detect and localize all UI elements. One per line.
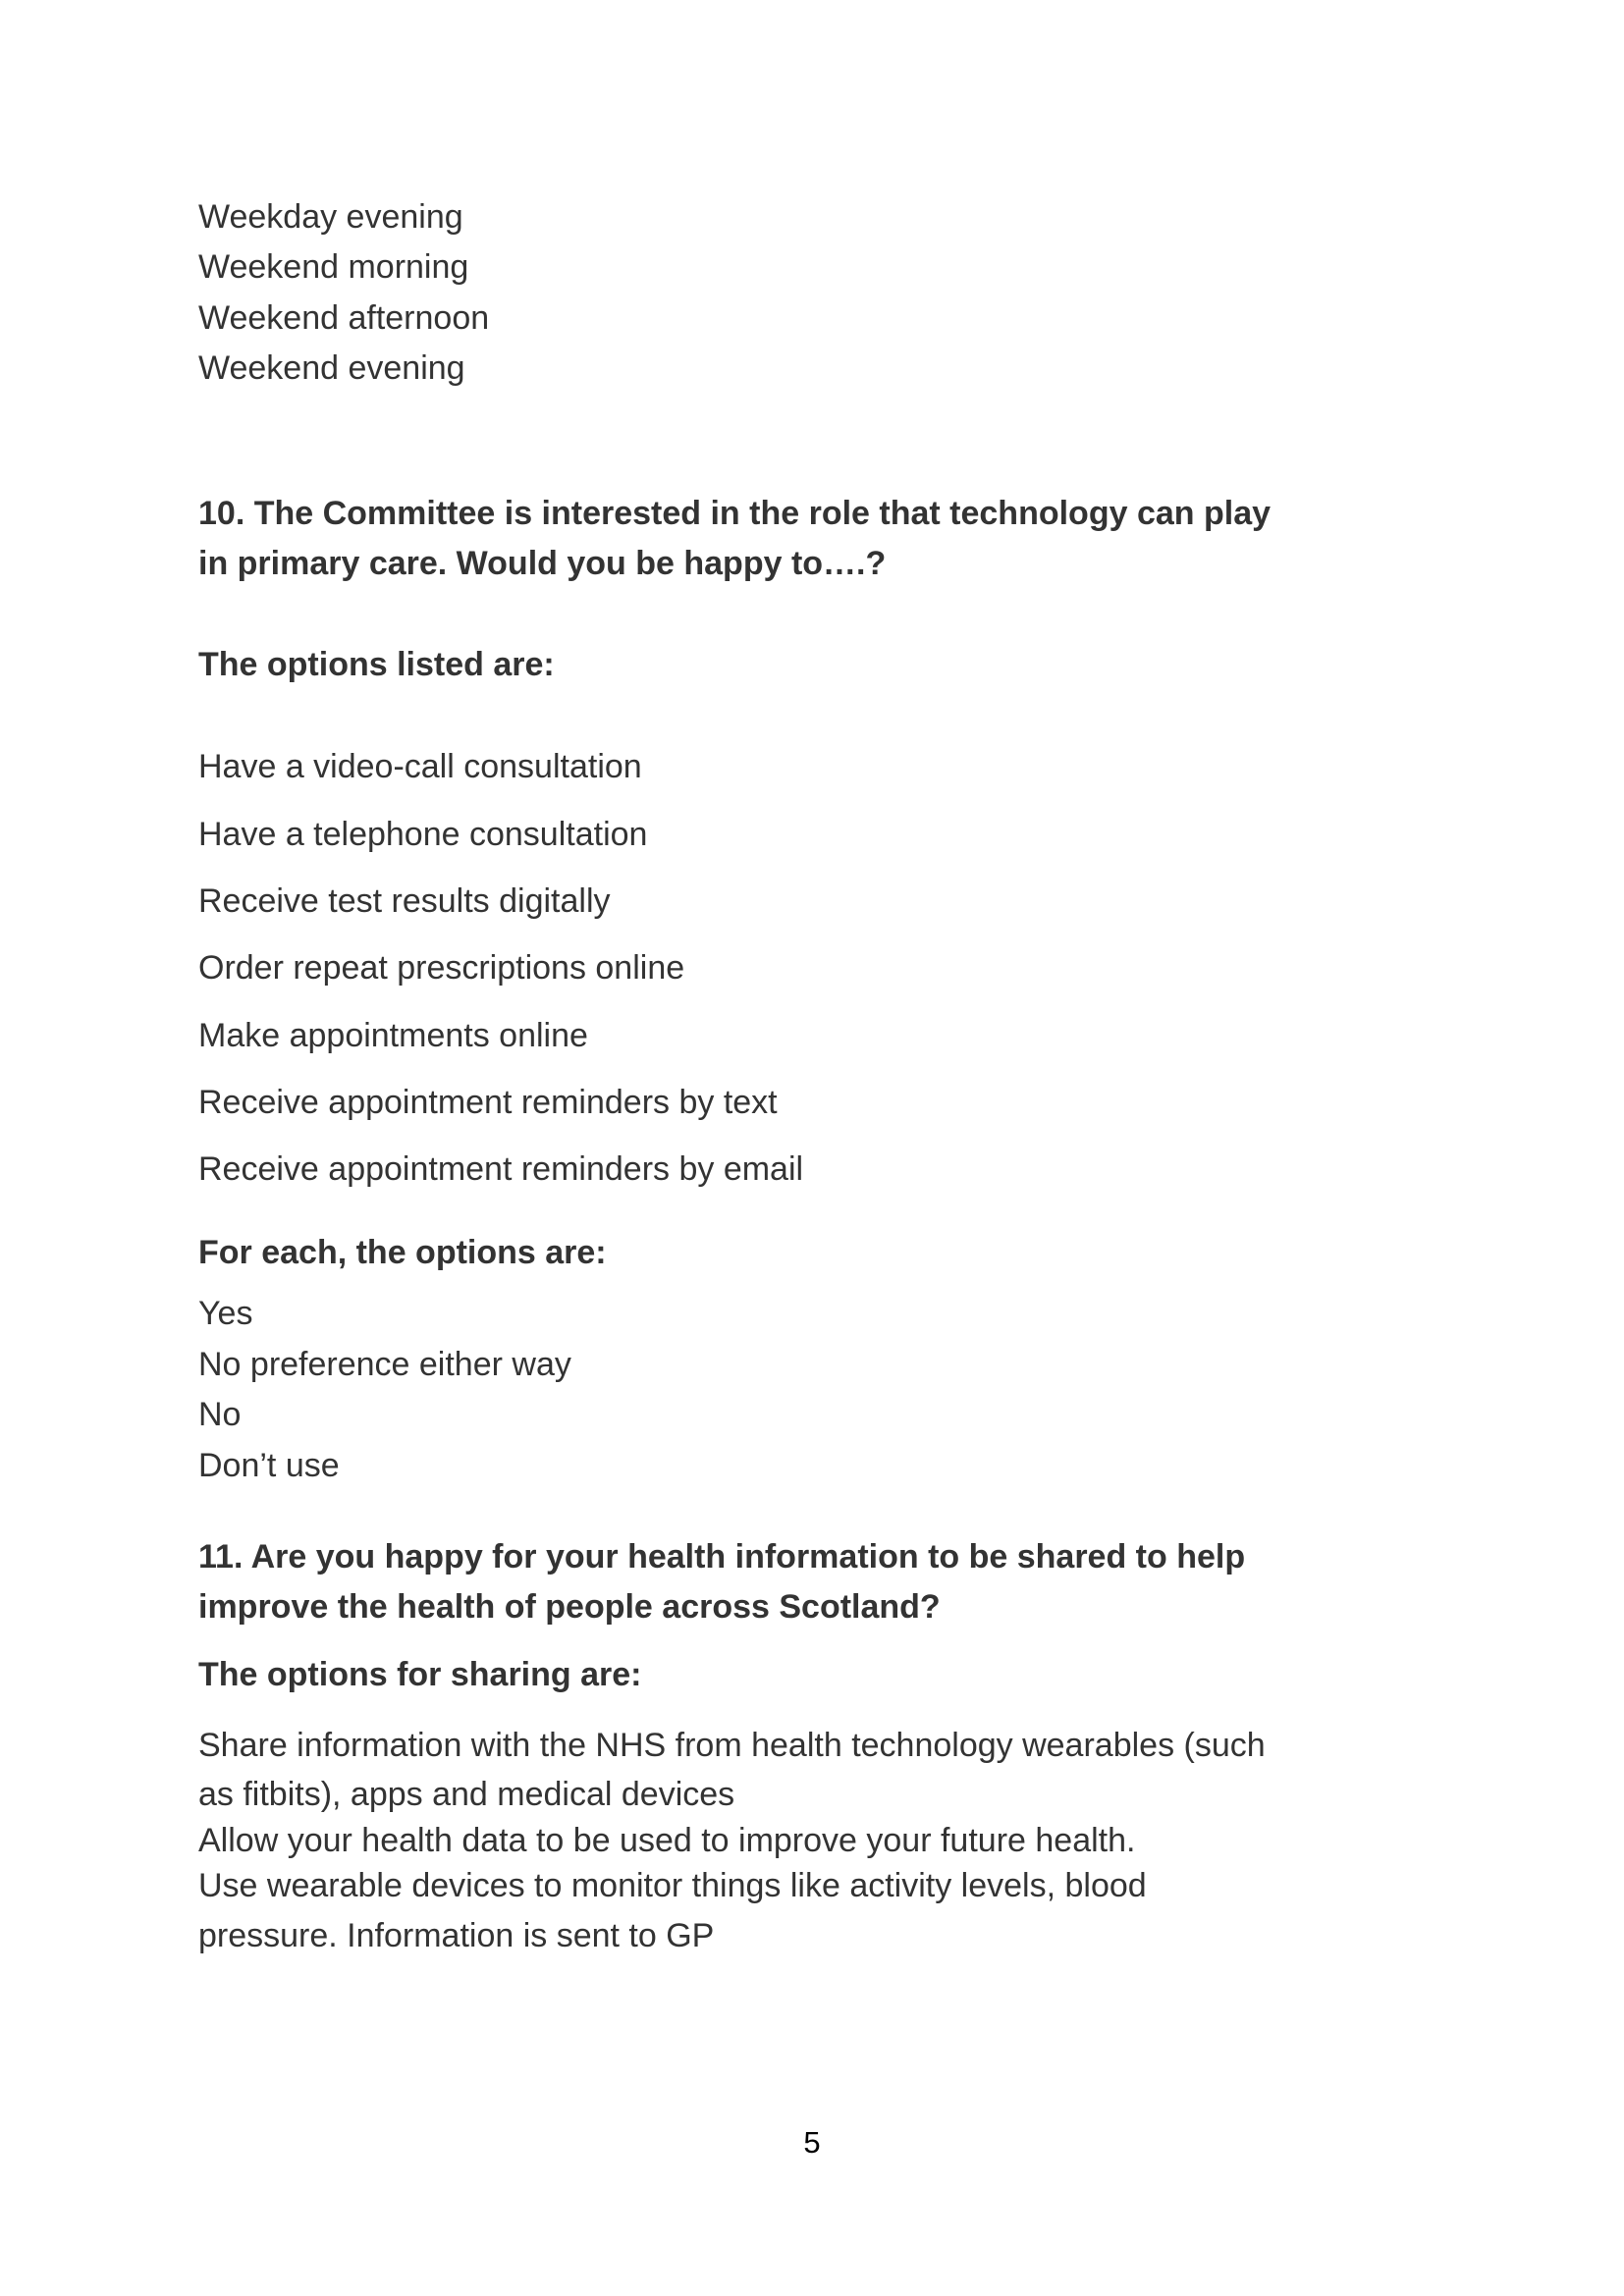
question-10-title-line: in primary care. Would you be happy to….? (198, 545, 887, 582)
question-11-title-line: 11. Are you happy for your health information to be shared to help (198, 1538, 1246, 1575)
listed-option: Receive appointment reminders by email (198, 1150, 804, 1188)
question-11-title-line: improve the health of people across Scotland? (198, 1588, 941, 1626)
response-option: Yes (198, 1295, 253, 1332)
each-options-heading: For each, the options are: (198, 1234, 607, 1271)
listed-option: Order repeat prescriptions online (198, 949, 685, 987)
availability-option: Weekday evening (198, 198, 463, 236)
question-10-title-line: 10. The Committee is interested in the role that technology can play (198, 495, 1272, 532)
sharing-option-line: Share information with the NHS from health technology wearables (such (198, 1727, 1266, 1764)
page-number: 5 (803, 2125, 821, 2160)
listed-option: Have a video-call consultation (198, 748, 642, 785)
listed-options-heading: The options listed are: (198, 646, 555, 683)
listed-option: Have a telephone consultation (198, 816, 648, 853)
sharing-option-line: Use wearable devices to monitor things like activity levels, blood (198, 1867, 1147, 1904)
response-option: No preference either way (198, 1346, 571, 1383)
listed-option: Receive test results digitally (198, 882, 611, 920)
sharing-options-heading: The options for sharing are: (198, 1656, 642, 1693)
listed-option: Receive appointment reminders by text (198, 1084, 778, 1121)
response-option: Don’t use (198, 1447, 340, 1484)
sharing-option-line: Allow your health data to be used to improve your future health. (198, 1822, 1136, 1859)
listed-option: Make appointments online (198, 1017, 588, 1054)
availability-option: Weekend evening (198, 349, 465, 387)
availability-option: Weekend morning (198, 248, 469, 286)
sharing-option-line: as fitbits), apps and medical devices (198, 1776, 735, 1813)
availability-option: Weekend afternoon (198, 299, 490, 337)
sharing-option-line: pressure. Information is sent to GP (198, 1917, 715, 1954)
response-option: No (198, 1396, 242, 1433)
